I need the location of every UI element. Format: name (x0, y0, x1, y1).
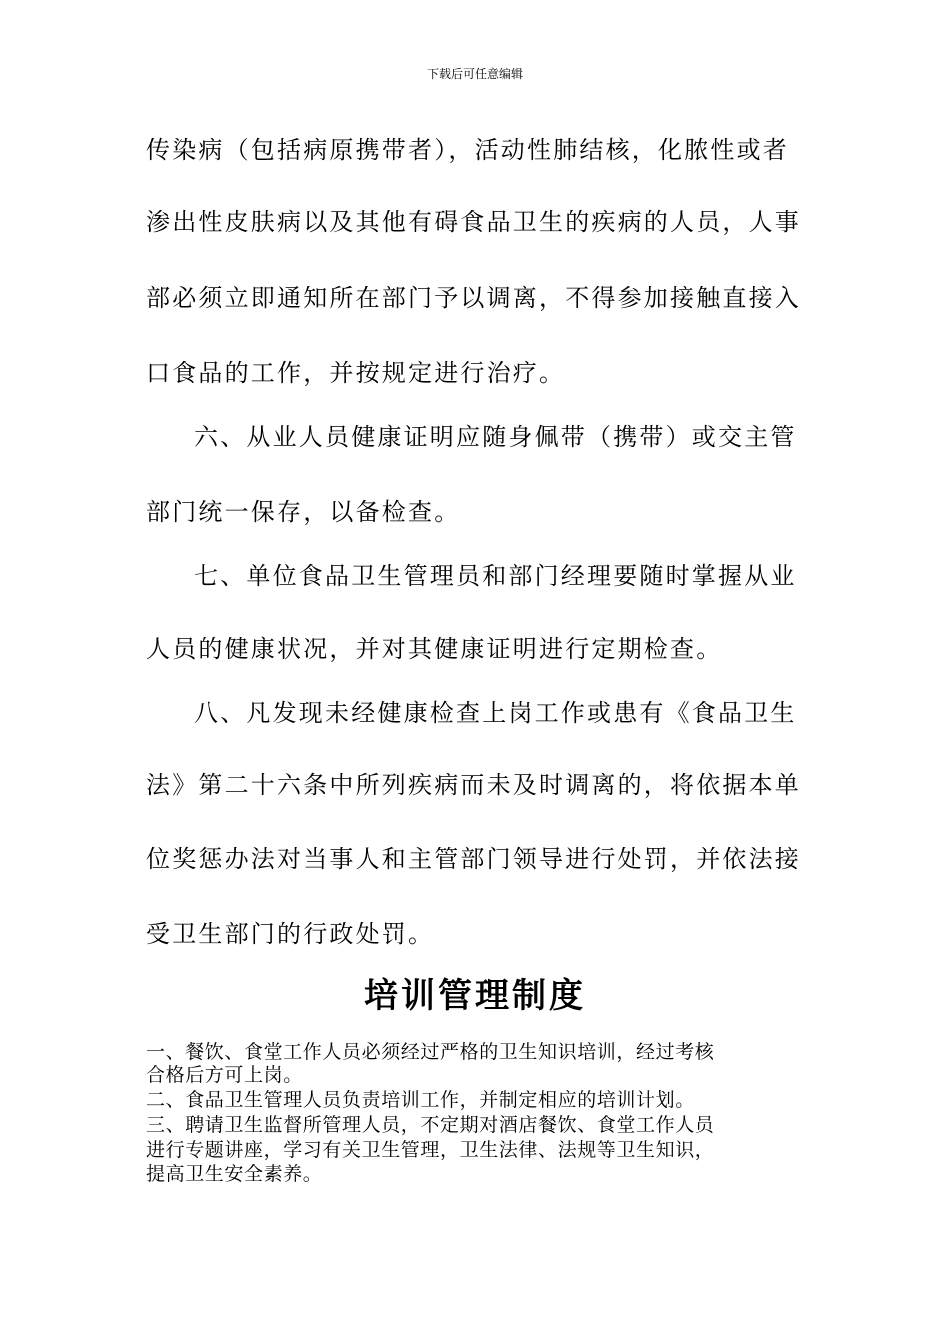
body-line-paragraph-seven: 七、单位食品卫生管理员和部门经理要随时掌握从业 (194, 562, 797, 590)
body-line: 传染病（包括病原携带者），活动性肺结核，化脓性或者 (146, 136, 789, 164)
section-line: 合格后方可上岗。 (146, 1064, 303, 1086)
section-line: 一、餐饮、食堂工作人员必须经过严格的卫生知识培训，经过考核 (146, 1041, 715, 1063)
body-line: 人员的健康状况，并对其健康证明进行定期检查。 (146, 635, 723, 663)
body-line-paragraph-six: 六、从业人员健康证明应随身佩带（携带）或交主管 (194, 423, 797, 451)
body-line: 位奖惩办法对当事人和主管部门领导进行处罚，并依法接 (146, 845, 801, 873)
body-line: 部门统一保存，以备检查。 (146, 498, 461, 526)
section-title: 培训管理制度 (364, 976, 586, 1016)
body-line-paragraph-eight: 八、凡发现未经健康检查上岗工作或患有《食品卫生 (194, 699, 797, 727)
section-line: 提高卫生安全素养。 (146, 1163, 323, 1185)
body-line: 法》第二十六条中所列疾病而未及时调离的，将依据本单 (146, 771, 801, 799)
body-line: 口食品的工作，并按规定进行治疗。 (146, 359, 566, 387)
section-line: 二、食品卫生管理人员负责培训工作，并制定相应的培训计划。 (146, 1089, 695, 1111)
body-line: 受卫生部门的行政处罚。 (146, 920, 435, 948)
page-header: 下载后可任意编辑 (426, 67, 523, 81)
body-line: 部必须立即通知所在部门予以调离，不得参加接触直接入 (146, 284, 801, 312)
body-line: 渗出性皮肤病以及其他有碍食品卫生的疾病的人员，人事 (146, 208, 801, 236)
section-line: 进行专题讲座，学习有关卫生管理，卫生法律、法规等卫生知识， (146, 1139, 715, 1161)
section-line: 三、聘请卫生监督所管理人员，不定期对酒店餐饮、食堂工作人员 (146, 1114, 715, 1136)
